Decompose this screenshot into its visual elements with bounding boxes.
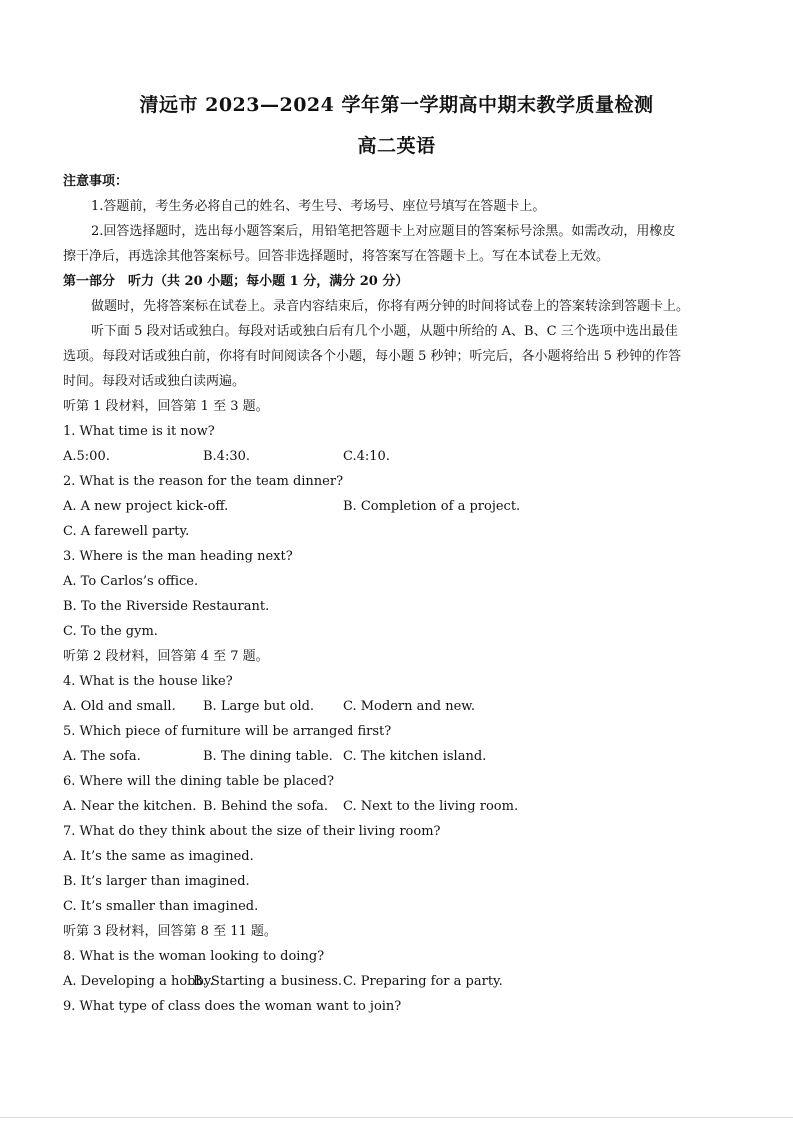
q5-option-c: C. The kitchen island. <box>343 749 487 764</box>
q2-option-a: A. A new project kick-off. <box>63 499 229 514</box>
q5-option-b: B. The dining table. <box>203 749 333 764</box>
exam-subject: 高二英语 <box>357 135 436 157</box>
q1-option-b: B.4:30. <box>203 449 251 464</box>
notice-heading: 注意事项： <box>63 174 129 189</box>
q2-option-c: C. A farewell party. <box>63 524 190 539</box>
q1-option-c: C.4:10. <box>343 449 390 464</box>
notice-item-2-cont: 擦干净后，再选涂其他答案标号。回答非选择题时，将答案写在答题卡上。写在本试卷上无效。 <box>63 249 610 264</box>
question-5: 5. Which piece of furniture will be arranged first? <box>63 724 392 739</box>
question-9: 9. What type of class does the woman want to join? <box>63 999 402 1014</box>
part1-intro-2-end: 时间。每段对话或独白读两遍。 <box>63 374 246 389</box>
question-6: 6. Where will the dining table be placed? <box>63 774 334 789</box>
q8-option-a: A. Developing a hobby. <box>63 974 214 989</box>
question-3: 3. Where is the man heading next? <box>63 549 293 564</box>
q3-option-a: A. To Carlos’s office. <box>63 574 199 589</box>
q8-option-c: C. Preparing for a party. <box>343 974 503 989</box>
question-2: 2. What is the reason for the team dinner? <box>63 474 344 489</box>
q6-option-b: B. Behind the sofa. <box>203 799 329 814</box>
exam-title: 清远市 2023—2024 学年第一学期高中期末教学质量检测 <box>139 94 654 116</box>
q2-option-b: B. Completion of a project. <box>343 499 521 514</box>
q4-option-b: B. Large but old. <box>203 699 315 714</box>
q4-option-a: A. Old and small. <box>63 699 176 714</box>
part1-intro-1: 做题时，先将答案标在试卷上。录音内容结束后，你将有两分钟的时间将试卷上的答案转涂到答题卡上。 <box>91 299 690 314</box>
question-4: 4. What is the house like? <box>63 674 233 689</box>
q7-option-a: A. It’s the same as imagined. <box>63 849 254 864</box>
part1-intro-2-cont: 选项。每段对话或独白前，你将有时间阅读各个小题，每小题 5 秒钟；听完后，各小题将给出 5 秒钟的作答 <box>63 349 682 364</box>
part1-intro-2: 听下面 5 段对话或独白。每段对话或独白后有几个小题，从题中所给的 A、B、C 三个选项中选出最佳 <box>91 324 678 339</box>
q3-option-b: B. To the Riverside Restaurant. <box>63 599 270 614</box>
section-3-instruction: 听第 3 段材料，回答第 8 至 11 题。 <box>63 924 277 939</box>
section-1-instruction: 听第 1 段材料，回答第 1 至 3 题。 <box>63 399 269 414</box>
q1-option-a: A.5:00. <box>63 449 110 464</box>
page-bottom-divider <box>0 1117 793 1118</box>
q6-option-a: A. Near the kitchen. <box>63 799 197 814</box>
notice-item-1: 1.答题前，考生务必将自己的姓名、考生号、考场号、座位号填写在答题卡上。 <box>91 199 546 214</box>
question-1: 1. What time is it now? <box>63 424 215 439</box>
notice-item-2: 2.回答选择题时，选出每小题答案后，用铅笔把答题卡上对应题目的答案标号涂黑。如需改动，用橡皮 <box>91 224 676 239</box>
q5-option-a: A. The sofa. <box>63 749 141 764</box>
question-8: 8. What is the woman looking to doing? <box>63 949 325 964</box>
q4-option-c: C. Modern and new. <box>343 699 475 714</box>
section-2-instruction: 听第 2 段材料，回答第 4 至 7 题。 <box>63 649 269 664</box>
q6-option-c: C. Next to the living room. <box>343 799 519 814</box>
q3-option-c: C. To the gym. <box>63 624 158 639</box>
q7-option-b: B. It’s larger than imagined. <box>63 874 250 889</box>
q7-option-c: C. It’s smaller than imagined. <box>63 899 259 914</box>
question-7: 7. What do they think about the size of their living room? <box>63 824 441 839</box>
q8-option-b: B. Starting a business. <box>193 974 343 989</box>
part1-heading: 第一部分 听力（共 20 小题；每小题 1 分，满分 20 分） <box>63 274 409 289</box>
